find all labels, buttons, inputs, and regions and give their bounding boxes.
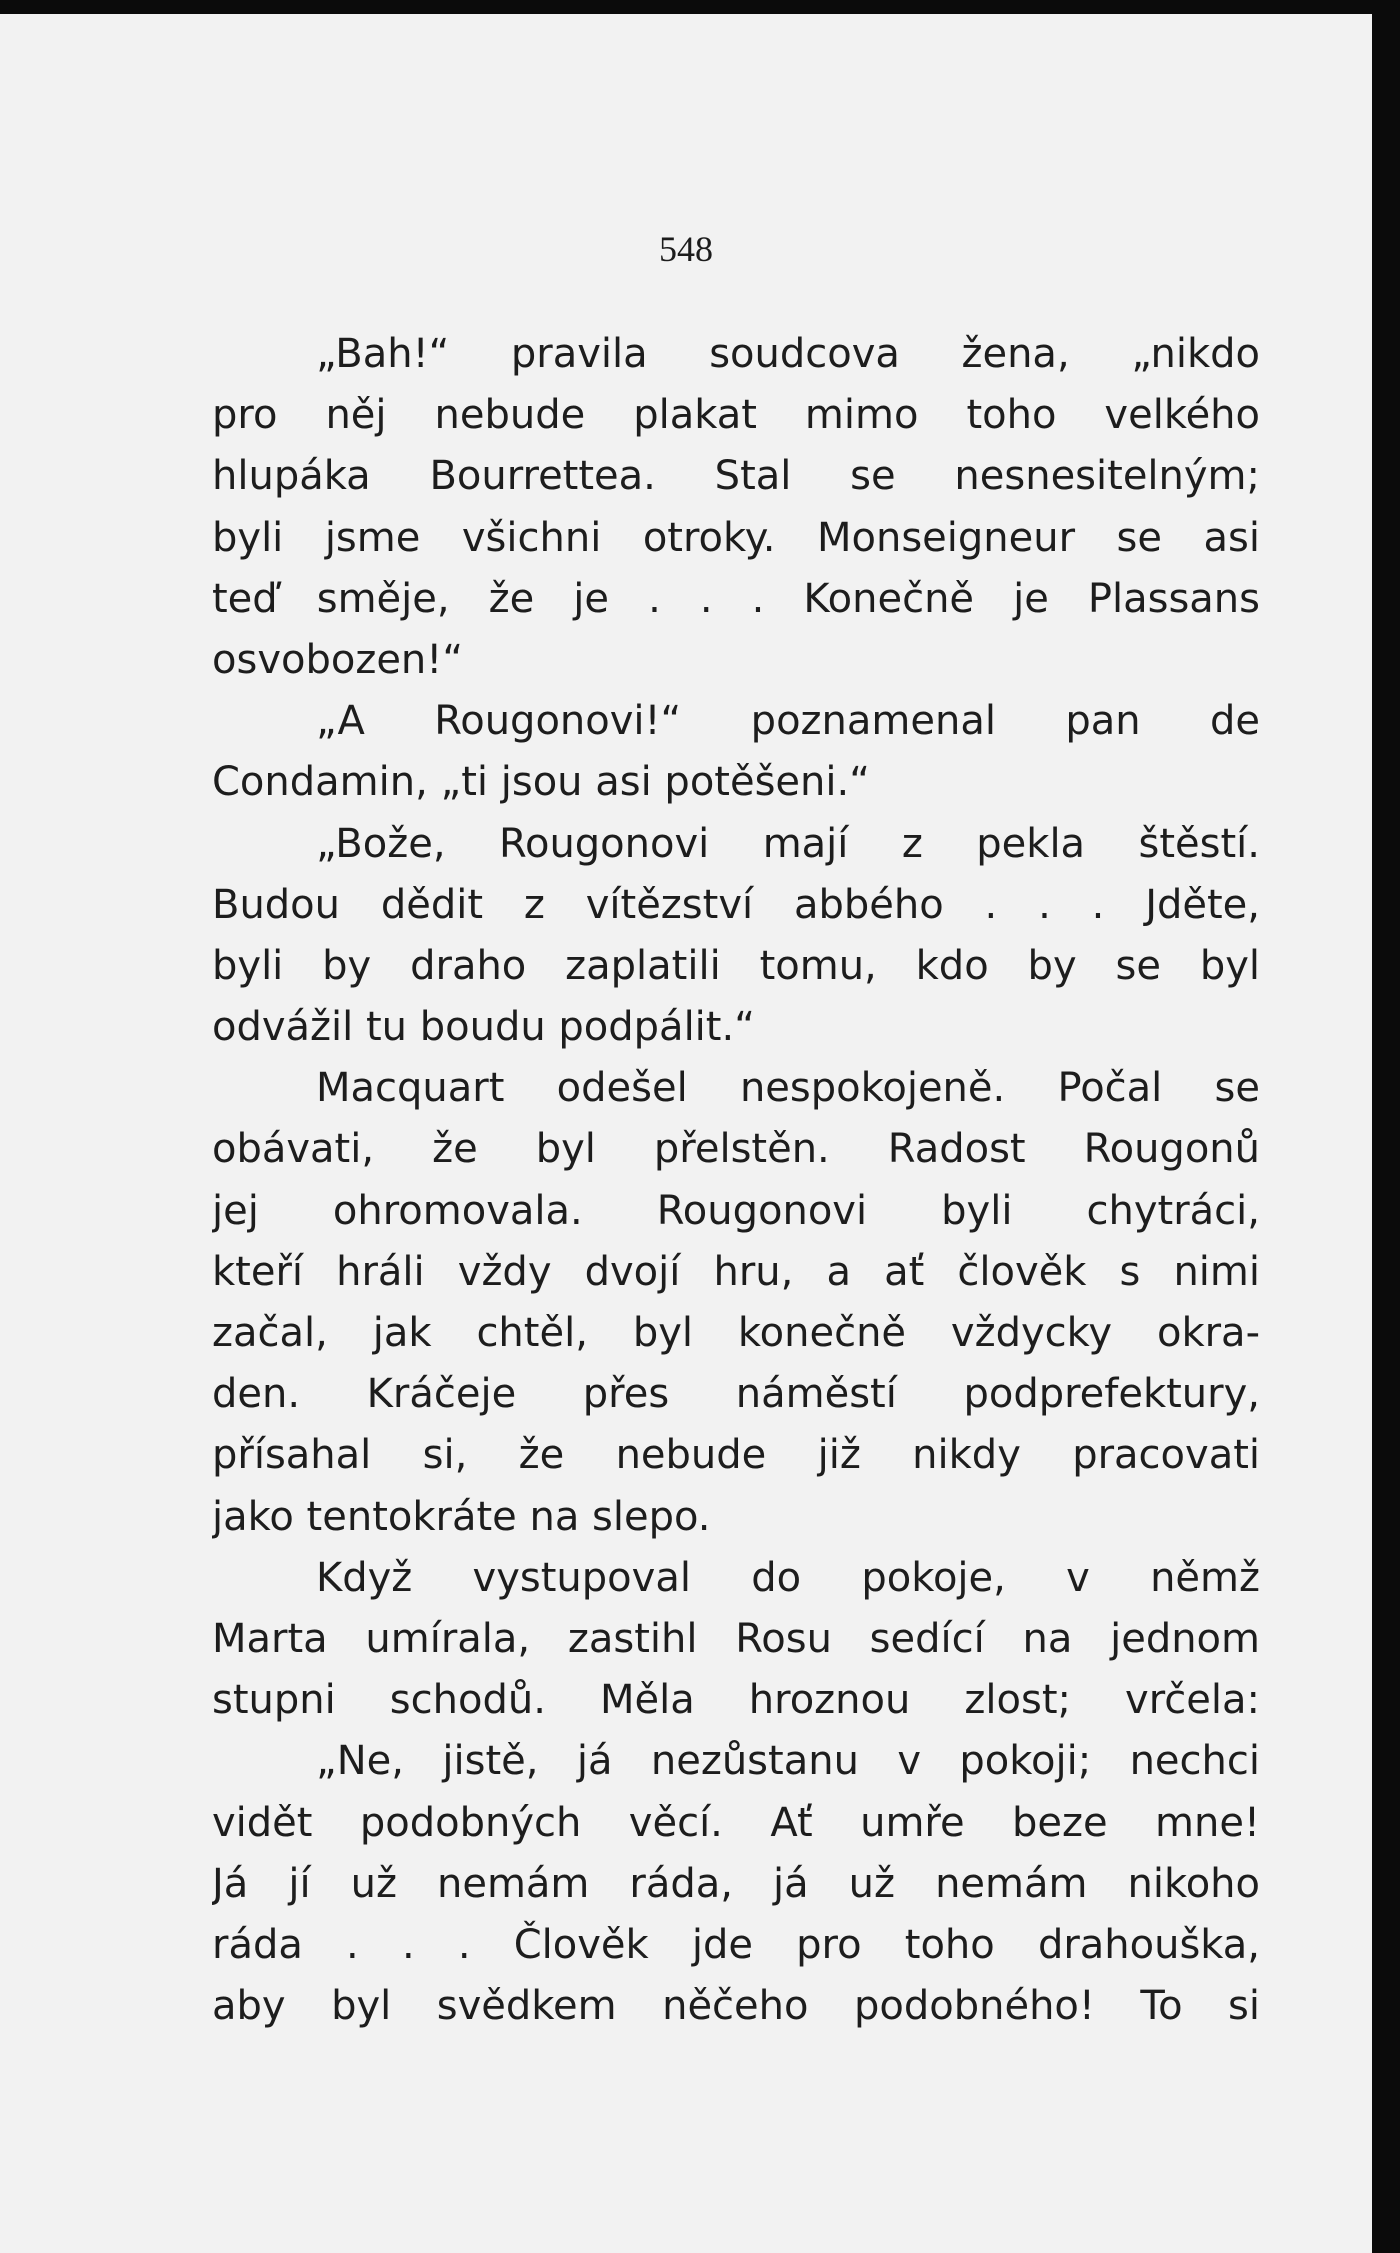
text-line: den. Kráčeje přes náměstí podprefektury, [212,1371,1260,1418]
text-line: Condamin, „ti jsou asi potěšeni.“ [212,759,870,806]
text-line: byli by draho zaplatili tomu, kdo by se byl [212,942,1260,989]
text-line: začal, jak chtěl, byl konečně vždycky okra- [212,1310,1260,1356]
text-line: vidět podobných věcí. Ať umře beze mne! [212,1799,1260,1846]
text-line: „Bože, Rougonovi mají z pekla štěstí. [316,820,1260,867]
text-line: odvážil tu boudu podpálit.“ [212,1004,755,1051]
text-line: „A Rougonovi!“ poznamenal pan de [316,698,1260,745]
text-line: obávati, že byl přelstěn. Radost Rougonů [212,1126,1260,1173]
body-text [212,324,1260,2037]
text-line: pro něj nebude plakat mimo toho velkého [212,392,1260,439]
text-line: Macquart odešel nespokojeně. Počal se [316,1065,1260,1112]
text-line: stupni schodů. Měla hroznou zlost; vrčela: [212,1677,1260,1724]
text-line: aby byl svědkem něčeho podobného! To si [212,1983,1260,2030]
page-number: 548 [659,229,713,269]
text-line: „Bah!“ pravila soudcova žena, „nikdo [316,331,1260,377]
text-line: teď směje, že je . . . Konečně je Plassans [212,575,1260,622]
text-line: jej ohromovala. Rougonovi byli chytráci, [212,1187,1260,1234]
text-line: „Ne, jistě, já nezůstanu v pokoji; nechci [316,1738,1260,1785]
text-line: přísahal si, že nebude již nikdy pracovati [212,1432,1260,1479]
book-page [0,14,1372,2253]
text-line: Já jí už nemám ráda, já už nemám nikoho [212,1860,1260,1907]
text-line: jako tentokráte na slepo. [212,1493,711,1540]
text-line: hlupáka Bourrettea. Stal se nesnesitelným; [212,453,1260,500]
text-line: Marta umírala, zastihl Rosu sedící na jednom [212,1615,1260,1662]
text-line: Když vystupoval do pokoje, v němž [316,1554,1260,1601]
text-line: ráda . . . Člověk jde pro toho drahouška, [212,1921,1260,1968]
text-line: Budou dědit z vítězství abbého . . . Jděte, [212,881,1260,928]
text-line: kteří hráli vždy dvojí hru, a ať člověk s nimi [212,1248,1260,1295]
text-line: osvobozen!“ [212,636,464,683]
text-line: byli jsme všichni otroky. Monseigneur se asi [212,514,1260,561]
